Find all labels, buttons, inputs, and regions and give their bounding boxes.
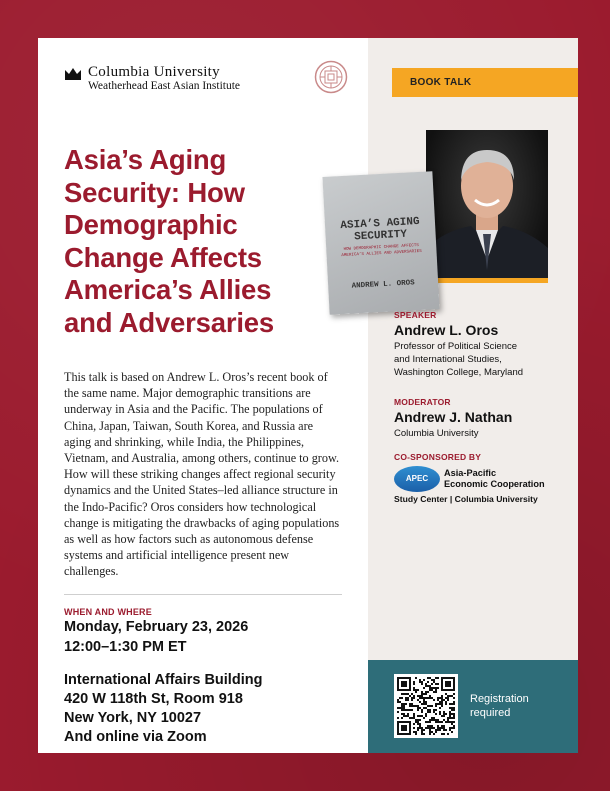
qr-code-icon: [397, 677, 455, 735]
cosponsor-label: CO-SPONSORED BY: [394, 452, 482, 462]
apec-study-center: Study Center | Columbia University: [394, 494, 538, 504]
book-talk-tag: BOOK TALK: [392, 68, 578, 97]
speaker-title-line: and International Studies,: [394, 354, 502, 365]
event-address: [64, 671, 342, 747]
address-line: 420 W 118th St, Room 918: [64, 690, 243, 707]
moderator-name: Andrew J. Nathan: [394, 409, 513, 425]
left-column: [38, 38, 368, 753]
right-column: [340, 38, 578, 753]
apec-logo-icon: APEC: [394, 466, 440, 492]
photo-accent-bar: [426, 278, 548, 283]
institute-name: Weatherhead East Asian Institute: [88, 80, 241, 92]
event-title: [64, 144, 342, 339]
title-line: Security: How: [64, 176, 245, 208]
registration-line: required: [470, 707, 511, 719]
moderator-label: MODERATOR: [394, 397, 451, 407]
moderator-affiliation: Columbia University: [394, 428, 479, 439]
book-title-line: SECURITY: [353, 228, 408, 244]
title-line: America’s Allies: [64, 274, 272, 305]
flyer-card: [38, 38, 578, 753]
registration-panel: [368, 660, 578, 753]
registration-qr-code[interactable]: [394, 674, 458, 738]
speaker-title: [394, 340, 574, 379]
address-line: New York, NY 10027: [64, 709, 202, 726]
title-line: Asia’s Aging: [64, 144, 227, 175]
apec-name: [444, 468, 574, 490]
event-description: This talk is based on Andrew L. Oros’s recent book of the same name. Major demographic transitions are underway in Asia and the Pacific. The populations of China, Japan, Taiwan, South Korea, and Russia are aging and shrinking, while India, the Philippines, Vietnam, and Australia, among others, continue to grow. How will these striking changes affect regional security dynamics and the United States–led alliance structure in the Indo-Pacific? Oros considers how technological change is mitigating the drawbacks of aging populations as well as how factors such as autonomous defense systems and artificial intelligence present new challenges.: [64, 370, 340, 579]
speaker-photo: [426, 130, 548, 280]
when-where-label: WHEN AND WHERE: [64, 606, 152, 617]
registration-text: [470, 692, 529, 720]
event-date: Monday, February 23, 2026: [64, 618, 249, 635]
book-title: [333, 216, 428, 245]
apec-logo: [394, 466, 574, 506]
apec-name-line: Economic Cooperation: [444, 479, 545, 489]
apec-name-line: Asia-Pacific: [444, 468, 497, 478]
divider: [64, 594, 342, 595]
book-cover: [322, 171, 439, 315]
crown-icon: [64, 66, 82, 80]
speaker-label: SPEAKER: [394, 310, 437, 320]
speaker-title-line: Washington College, Maryland: [394, 367, 524, 378]
book-author: ANDREW L. OROS: [351, 279, 415, 291]
speaker-title-line: Professor of Political Science: [394, 341, 518, 352]
registration-line: Registration: [470, 693, 529, 705]
address-line: And online via Zoom: [64, 728, 207, 745]
title-line: Demographic: [64, 209, 238, 240]
address-line: International Affairs Building: [64, 671, 263, 688]
book-title-line: ASIA’S AGING: [340, 215, 420, 233]
title-line: Change Affects: [64, 241, 262, 273]
university-logo: [64, 64, 342, 104]
institute-seal-icon: [314, 60, 348, 94]
book-subtitle: HOW DEMOGRAPHIC CHANGE AFFECTS AMERICA’S ALLIES AND ADVERSARIES: [341, 244, 422, 258]
speaker-name: Andrew L. Oros: [394, 322, 499, 338]
event-time: 12:00–1:30 PM ET: [64, 638, 187, 655]
title-line: and Adversaries: [64, 306, 274, 338]
university-name: Columbia University: [88, 64, 220, 80]
speaker-portrait-icon: [426, 130, 548, 280]
